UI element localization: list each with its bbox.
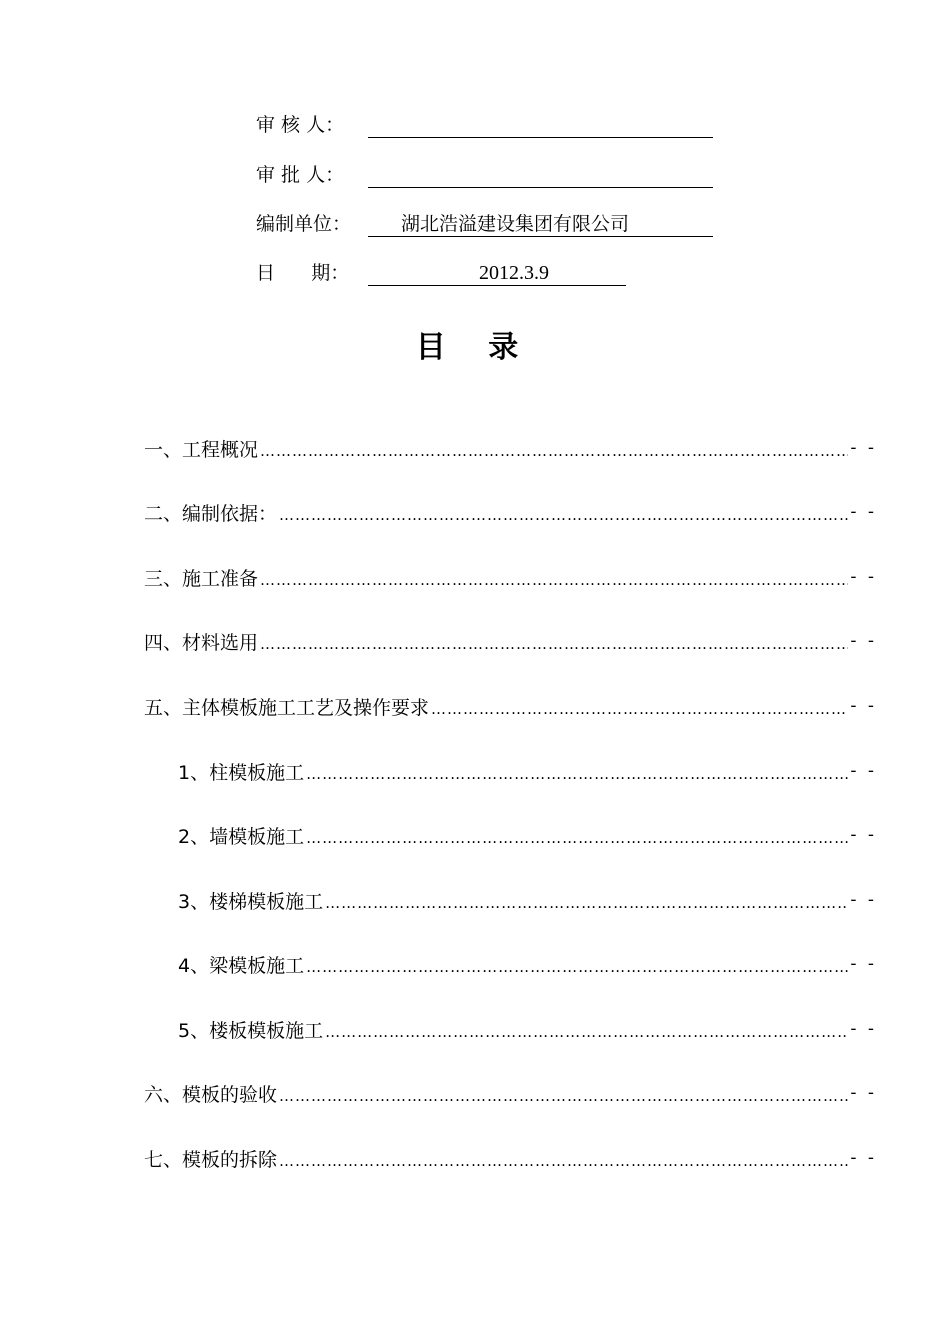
toc-leader-dots [306, 765, 848, 783]
toc-item-text: 5、楼板模板施工 [178, 1019, 324, 1042]
approver-row [256, 160, 716, 190]
unit-row [256, 209, 716, 239]
toc-leader-dots [279, 1087, 848, 1105]
toc-item-page: - - [850, 890, 877, 910]
toc-item-text: 三、施工准备 [144, 567, 259, 590]
toc-title: 目 录 [415, 330, 535, 365]
toc-item-text: 二、编制依据： [144, 502, 278, 525]
date-label: 日 期： [256, 262, 350, 284]
reviewer-line [368, 113, 713, 138]
toc-item-page: - - [850, 631, 877, 651]
toc-item[interactable] [178, 1014, 877, 1044]
toc-item-page: - - [850, 1083, 877, 1103]
reviewer-label: 审 核 人： [256, 114, 345, 136]
toc-item[interactable] [178, 756, 877, 786]
toc-leader-dots [260, 571, 848, 589]
toc-leader-dots [260, 635, 848, 653]
toc-item-text: 4、梁模板施工 [178, 954, 305, 977]
toc-item-page: - - [850, 1148, 877, 1168]
toc-item[interactable] [144, 691, 877, 721]
unit-value: 湖北浩溢建设集团有限公司 [401, 213, 630, 235]
toc-item[interactable] [144, 1078, 877, 1108]
toc-item-text: 四、材料选用 [144, 631, 259, 654]
approver-label: 审 批 人： [256, 164, 345, 186]
toc-leader-dots [306, 829, 848, 847]
toc-item-text: 七、模板的拆除 [144, 1148, 278, 1171]
unit-label: 编制单位： [256, 213, 352, 235]
toc-item-text: 五、主体模板施工工艺及操作要求 [144, 696, 430, 719]
toc-leader-dots [431, 700, 848, 718]
toc-item-text: 2、墙模板施工 [178, 825, 305, 848]
date-row [256, 258, 716, 288]
toc-item-text: 3、楼梯模板施工 [178, 890, 324, 913]
toc-item-text: 六、模板的验收 [144, 1083, 278, 1106]
toc-item-text: 1、柱模板施工 [178, 761, 305, 784]
date-value: 2012.3.9 [479, 262, 549, 284]
toc-item-text: 一、工程概况 [144, 438, 259, 461]
toc-item-page: - - [850, 438, 877, 458]
toc-leader-dots [325, 894, 848, 912]
toc-leader-dots [260, 442, 848, 460]
toc-item-page: - - [850, 502, 877, 522]
toc-item[interactable] [178, 885, 877, 915]
toc-item[interactable] [144, 497, 877, 527]
toc-item-page: - - [850, 696, 877, 716]
reviewer-row [256, 110, 716, 140]
toc-item[interactable] [144, 433, 877, 463]
toc-leader-dots [306, 958, 848, 976]
toc-item-page: - - [850, 567, 877, 587]
toc-item[interactable] [144, 562, 877, 592]
toc-item-page: - - [850, 825, 877, 845]
toc-item[interactable] [144, 626, 877, 656]
toc-item-page: - - [850, 1019, 877, 1039]
toc-item[interactable] [178, 820, 877, 850]
toc-leader-dots [325, 1023, 848, 1041]
toc-leader-dots [279, 1152, 848, 1170]
toc-item-page: - - [850, 761, 877, 781]
toc-item-page: - - [850, 954, 877, 974]
toc-leader-dots [279, 506, 848, 524]
toc-item[interactable] [144, 1143, 877, 1173]
approver-line [368, 163, 713, 188]
toc-item[interactable] [178, 949, 877, 979]
